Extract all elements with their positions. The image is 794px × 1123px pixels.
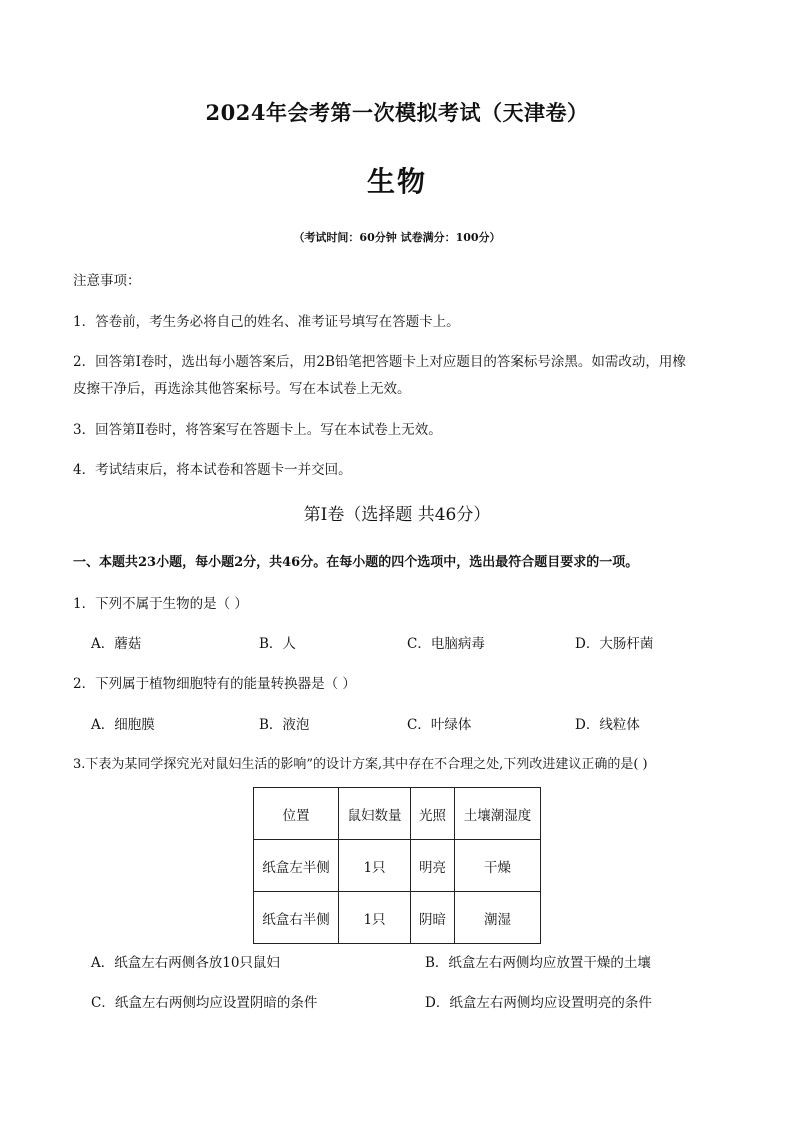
question-1-option-c[interactable]: C．电脑病毒 bbox=[407, 636, 485, 652]
note-item-2: 2．回答第Ⅰ卷时，选出每小题答案后，用2B铅笔把答题卡上对应题目的答案标号涂黑。如需改动，用橡 bbox=[73, 354, 686, 370]
table-cell: 纸盒右半侧 bbox=[254, 892, 339, 944]
table-row bbox=[254, 892, 541, 944]
question-2-stem: 2．下列属于植物细胞特有的能量转换器是（ ） bbox=[73, 676, 356, 692]
section-title: 第Ⅰ卷（选择题 共46分） bbox=[303, 505, 491, 525]
note-item-1: 1．答卷前，考生务必将自己的姓名、准考证号填写在答题卡上。 bbox=[73, 314, 460, 330]
note-item-3: 3．回答第Ⅱ卷时，将答案写在答题卡上。写在本试卷上无效。 bbox=[73, 422, 442, 438]
table-header-cell: 位置 bbox=[254, 788, 339, 840]
question-3-option-d[interactable]: D．纸盒左右两侧均应设置明亮的条件 bbox=[425, 995, 652, 1011]
question-3-option-c[interactable]: C．纸盒左右两侧均应设置阴暗的条件 bbox=[91, 995, 318, 1011]
question-2-option-d[interactable]: D．线粒体 bbox=[575, 717, 640, 733]
section-instruction: 一、本题共23小题，每小题2分，共46分。在每小题的四个选项中，选出最符合题目要求的一项。 bbox=[73, 555, 639, 570]
question-3-option-b[interactable]: B．纸盒左右两侧均应放置干燥的土壤 bbox=[425, 955, 651, 971]
question-2-option-a[interactable]: A．细胞膜 bbox=[91, 717, 155, 733]
question-1-stem: 1．下列不属于生物的是（ ） bbox=[73, 596, 248, 612]
table-cell: 明亮 bbox=[411, 840, 455, 892]
subject-title: 生物 bbox=[366, 165, 427, 198]
table-cell: 阴暗 bbox=[411, 892, 455, 944]
question-2-option-c[interactable]: C．叶绿体 bbox=[407, 717, 472, 733]
question-3-option-a[interactable]: A．纸盒左右两侧各放10只鼠妇 bbox=[91, 955, 280, 971]
notes-heading: 注意事项： bbox=[73, 273, 141, 289]
table-cell: 1只 bbox=[339, 840, 411, 892]
note-item-2-cont: 皮擦干净后，再选涂其他答案标号。写在本试卷上无效。 bbox=[73, 381, 411, 397]
exam-info: （考试时间：60分钟 试卷满分：100分） bbox=[293, 231, 501, 244]
note-item-4: 4．考试结束后，将本试卷和答题卡一并交回。 bbox=[73, 462, 352, 478]
question-1-option-a[interactable]: A．蘑菇 bbox=[91, 636, 142, 652]
question-3-stem: 3.下表为某同学探究光对鼠妇生活的影响”的设计方案,其中存在不合理之处,下列改进建议正确的是( ) bbox=[73, 757, 648, 772]
table-row bbox=[254, 840, 541, 892]
table-header-row bbox=[254, 788, 541, 840]
question-1-option-d[interactable]: D．大肠杆菌 bbox=[575, 636, 654, 652]
table-cell: 1只 bbox=[339, 892, 411, 944]
table-header-cell: 鼠妇数量 bbox=[339, 788, 411, 840]
table-cell: 干燥 bbox=[455, 840, 541, 892]
table-header-cell: 土壤潮湿度 bbox=[455, 788, 541, 840]
experiment-table bbox=[253, 787, 541, 944]
table-cell: 纸盒左半侧 bbox=[254, 840, 339, 892]
question-2-option-b[interactable]: B．液泡 bbox=[259, 717, 310, 733]
table-header-cell: 光照 bbox=[411, 788, 455, 840]
question-1-option-b[interactable]: B．人 bbox=[259, 636, 296, 652]
table-cell: 潮湿 bbox=[455, 892, 541, 944]
exam-title: 2024年会考第一次模拟考试（天津卷） bbox=[205, 100, 589, 125]
